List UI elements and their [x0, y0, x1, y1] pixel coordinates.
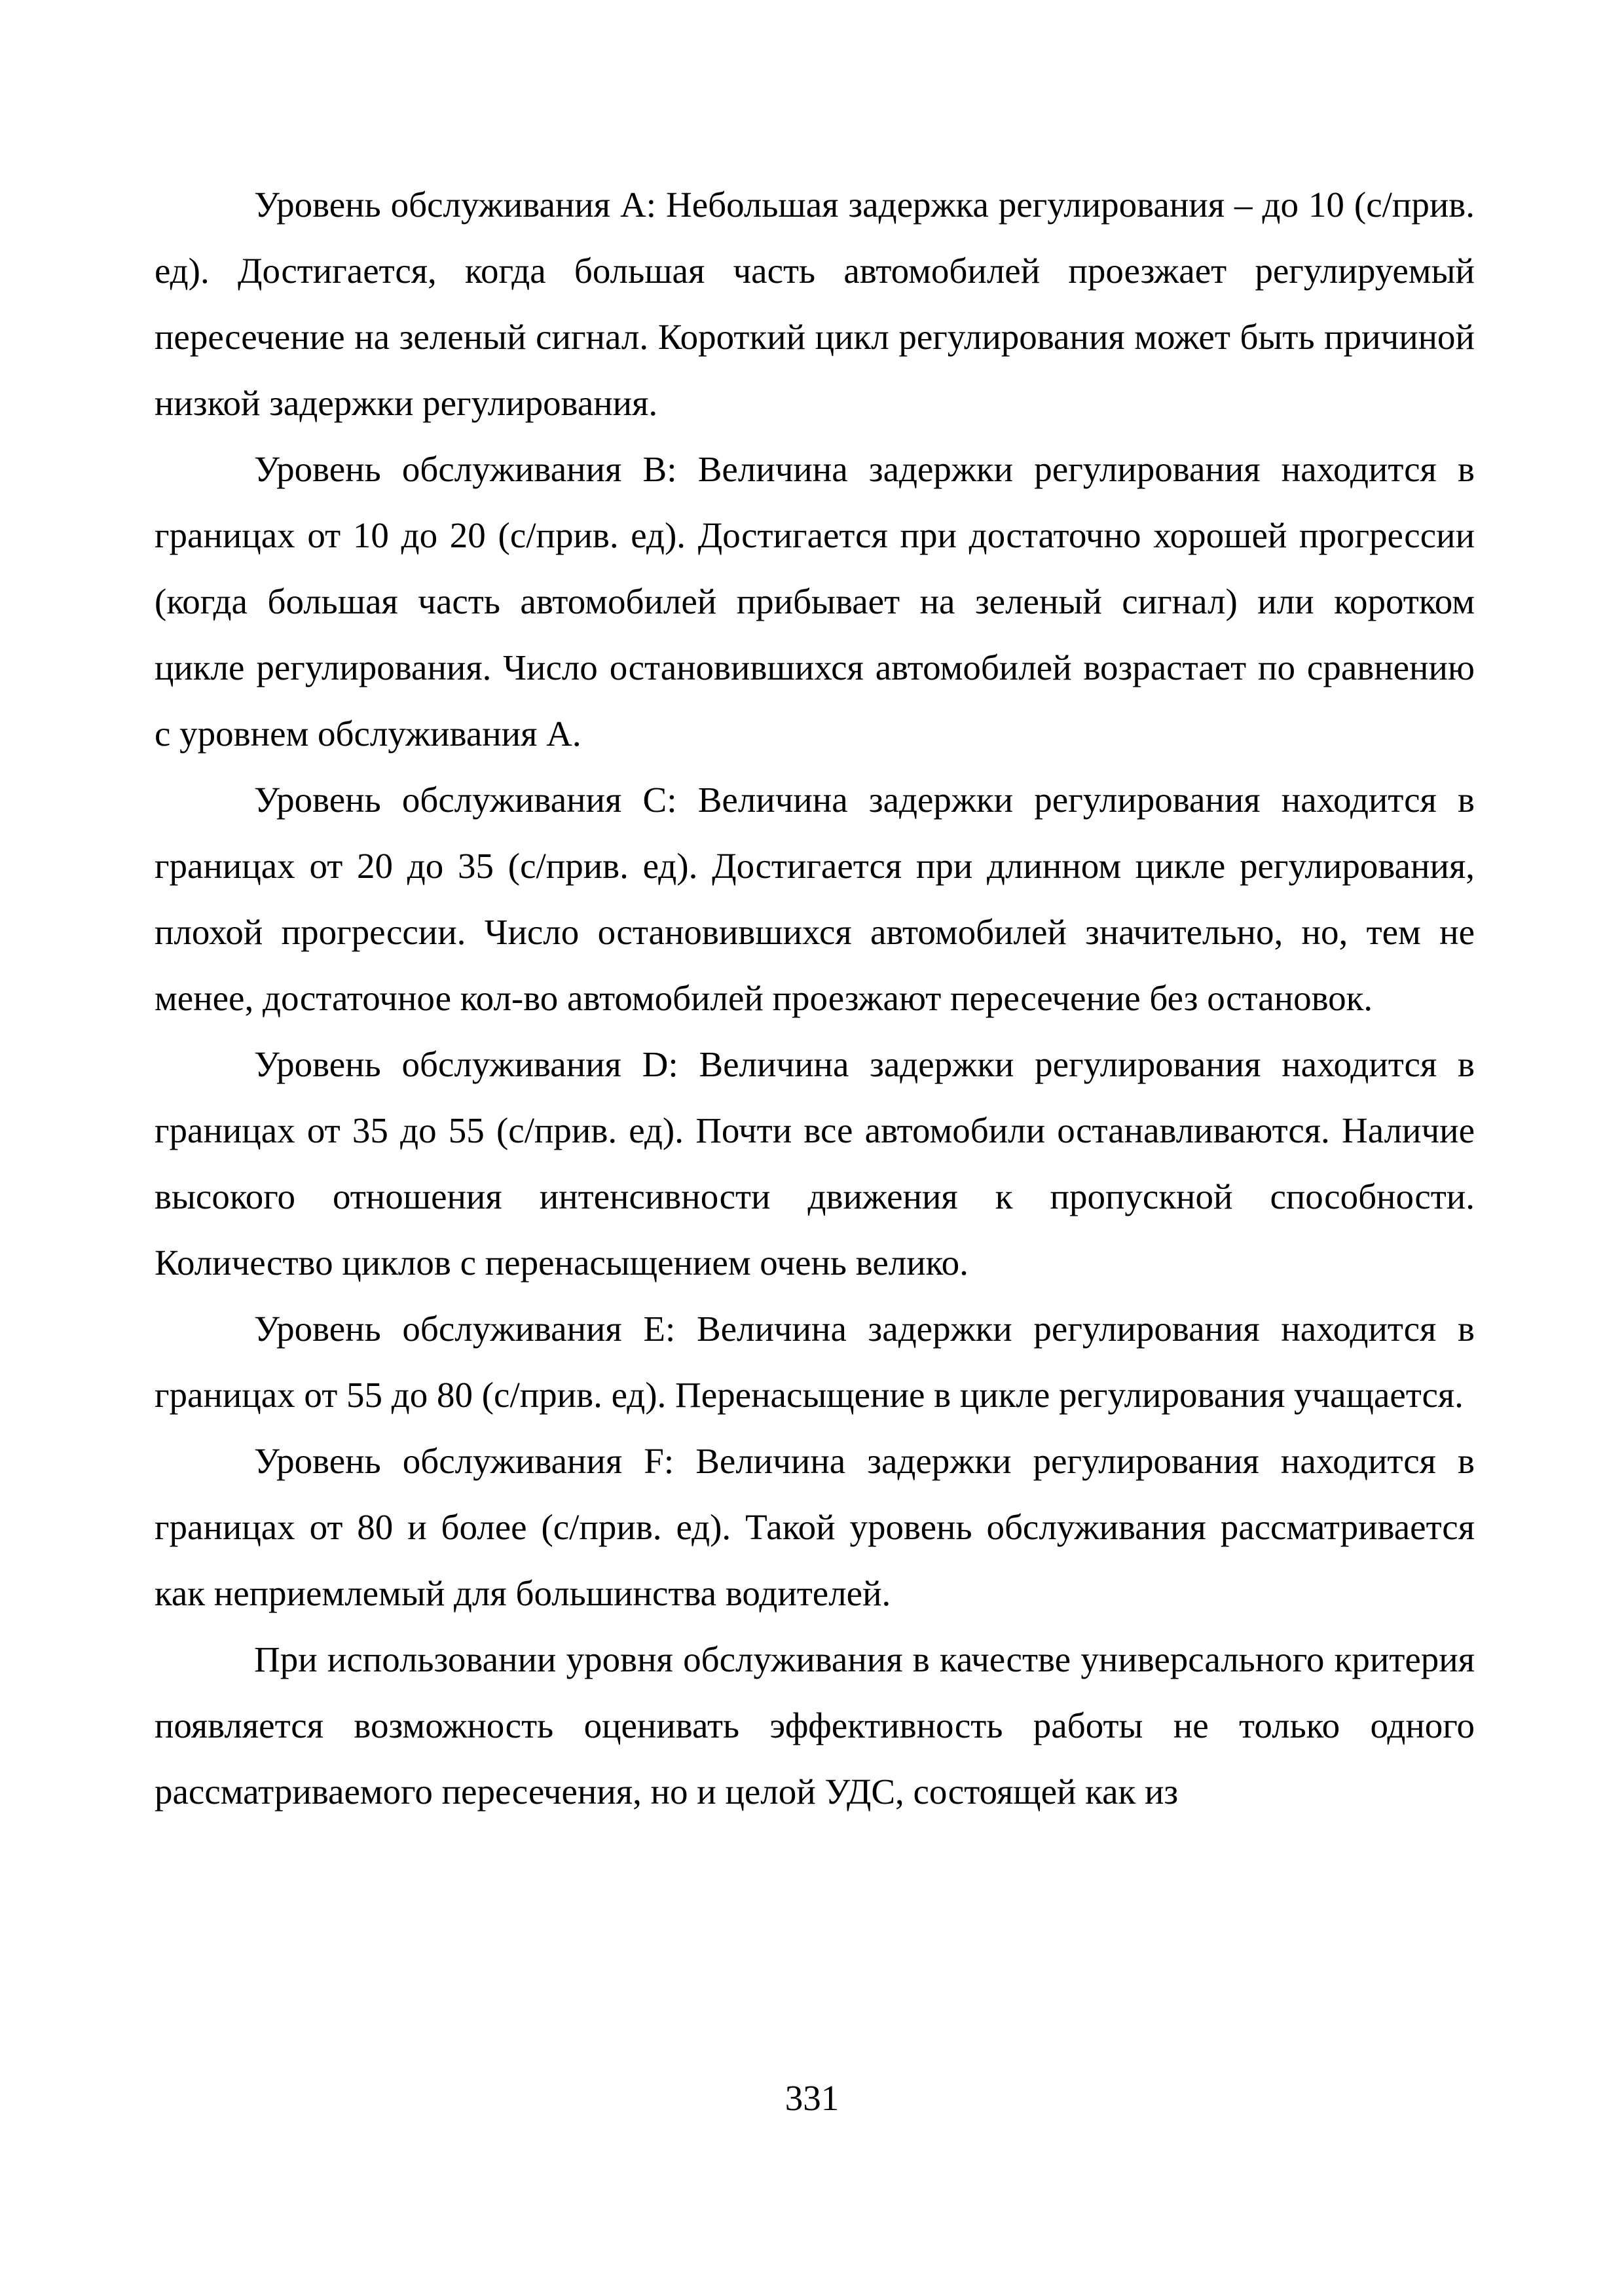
paragraph-level-b: Уровень обслуживания В: Величина задержки регулирования находится в границах от 10 до 20 (с/прив. ед). Достигается при достаточно хорошей прогрессии (когда большая часть автомобилей прибывает на зеленый сигнал) или коротком цикле регулирования. Число остановившихся автомобилей возрастает по сравнению с уровнем обслуживания А. — [155, 449, 1475, 754]
paragraph-level-e: Уровень обслуживания Е: Величина задержки регулирования находится в границах от 55 до 80 (с/прив. ед). Перенасыщение в цикле регулирования учащается. — [155, 1309, 1475, 1415]
paragraph-conclusion: При использовании уровня обслуживания в качестве универсального критерия появляется возможность оценивать эффективность работы не только одного рассматриваемого пересечения, но и целой УДС, состоящей как из — [155, 1639, 1475, 1812]
paragraph-level-c: Уровень обслуживания С: Величина задержки регулирования находится в границах от 20 до 35 (с/прив. ед). Достигается при длинном цикле регулирования, плохой прогрессии. Число остановившихся автомобилей значительно, но, тем не менее, достаточное кол-во автомобилей проезжают пересечение без остановок. — [155, 780, 1475, 1018]
paragraph-level-d: Уровень обслуживания D: Величина задержки регулирования находится в границах от 35 до 55 (с/прив. ед). Почти все автомобили останавливаются. Наличие высокого отношения интенсивности движения к пропускной способности. Количество циклов с перенасыщением очень велико. — [155, 1044, 1475, 1283]
paragraph-level-f: Уровень обслуживания F: Величина задержки регулирования находится в границах от 80 и более (с/прив. ед). Такой уровень обслуживания рассматривается как неприемлемый для большинства водителей. — [155, 1441, 1475, 1613]
page-number: 331 — [784, 2078, 840, 2118]
paragraph-level-a: Уровень обслуживания А: Небольшая задержка регулирования – до 10 (с/прив. ед). Достигается, когда большая часть автомобилей проезжает регулируемый пересечение на зеленый сигнал. Короткий цикл регулирования может быть причиной низкой задержки регулирования. — [155, 185, 1475, 423]
body-text — [155, 172, 1475, 1825]
